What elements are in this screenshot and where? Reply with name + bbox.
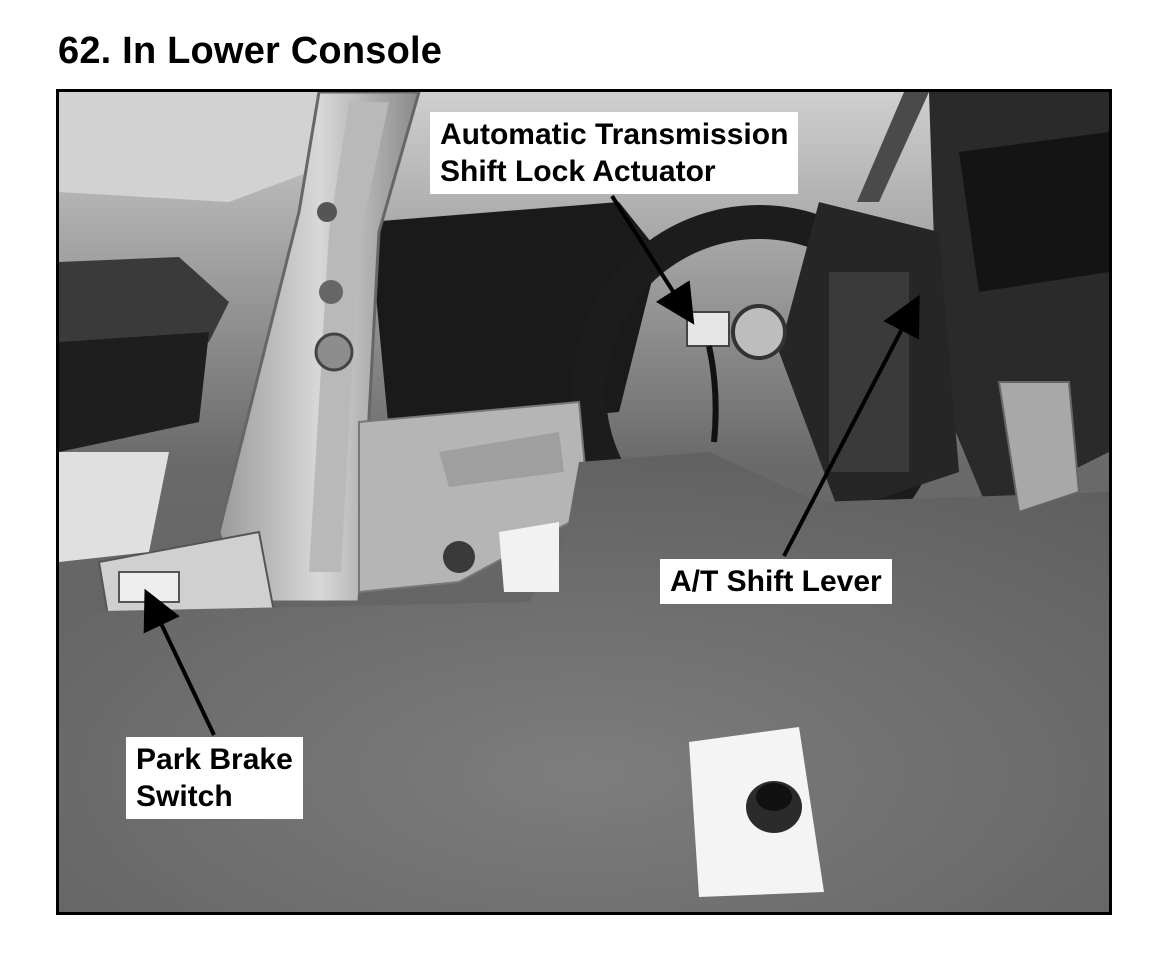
callout-park-brake-switch <box>126 737 303 819</box>
callout-line: Switch <box>136 780 233 813</box>
callout-line: Shift Lock Actuator <box>440 155 716 188</box>
callout-line: A/T Shift Lever <box>670 565 882 598</box>
callout-line: Park Brake <box>136 743 293 776</box>
callout-shift-lock-actuator <box>430 112 798 194</box>
page-title: 62. In Lower Console <box>58 30 443 72</box>
callout-line: Automatic Transmission <box>440 118 789 151</box>
callout-shift-lever <box>660 559 892 604</box>
